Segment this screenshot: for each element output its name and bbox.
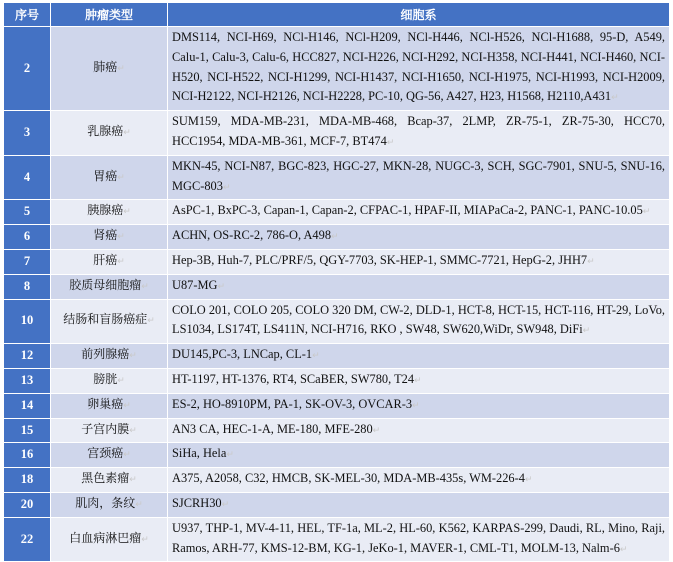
tumor-type-text: 胶质母细胞瘤 xyxy=(69,277,142,292)
tumor-type-text: 结肠和盲肠癌症 xyxy=(63,312,148,327)
table-row xyxy=(4,517,670,562)
tumor-type-cell xyxy=(51,155,168,200)
row-index: 10 xyxy=(4,299,51,344)
paragraph-return-mark: ↵ xyxy=(117,232,125,243)
tumor-type-text: 子宫内膜 xyxy=(81,421,130,436)
paragraph-return-mark: ↵ xyxy=(117,172,125,183)
row-index: 12 xyxy=(4,344,51,369)
paragraph-return-mark: ↵ xyxy=(611,93,619,104)
paragraph-return-mark: ↵ xyxy=(372,425,381,436)
tumor-type-cell xyxy=(51,368,168,393)
tumor-type-text: 卵巢癌 xyxy=(87,396,124,411)
cell-lines-text: U937, THP-1, MV-4-11, HEL, TF-1a, ML-2, HL-60, K562, KARPAS-299, Daudi, RL, Mino, Raji, Ramos, ARH-77, KMS-12-BM, KG-1, JeKo-1, MAVER-1, CML-T1, MOLM-13, Nalm-6 xyxy=(172,520,665,555)
paragraph-return-mark: ↵ xyxy=(117,375,125,386)
tumor-type-cell xyxy=(51,299,168,344)
cell-lines-text: DU145,PC-3, LNCap, CL-1 xyxy=(172,347,313,362)
tumor-type-text: 胰腺癌 xyxy=(87,203,124,218)
paragraph-return-mark: ↵ xyxy=(221,499,230,510)
paragraph-return-mark: ↵ xyxy=(123,207,131,218)
cell-lines-text: HT-1197, HT-1376, RT4, SCaBER, SW780, T24 xyxy=(172,371,415,386)
tumor-type-text: 肌肉，条纹 xyxy=(75,495,136,510)
cell-lines-text: AsPC-1, BxPC-3, Capan-1, Capan-2, CFPAC-1, HPAF-II, MIAPaCa-2, PANC-1, PANC-10.05 xyxy=(172,203,643,218)
tumor-type-text: 胃癌 xyxy=(93,168,118,183)
cell-line-table-container xyxy=(3,2,669,562)
cell-lines-cell xyxy=(168,27,670,111)
cell-lines-text: U87-MG xyxy=(172,277,218,292)
tumor-type-cell xyxy=(51,393,168,418)
table-row xyxy=(4,27,670,111)
row-index: 6 xyxy=(4,225,51,250)
paragraph-return-mark: ↵ xyxy=(386,137,395,148)
paragraph-return-mark: ↵ xyxy=(619,544,628,555)
paragraph-return-mark: ↵ xyxy=(217,281,225,292)
table-row xyxy=(4,368,670,393)
table-row xyxy=(4,249,670,274)
table-row xyxy=(4,492,670,517)
tumor-type-cell xyxy=(51,344,168,369)
tumor-type-cell xyxy=(51,274,168,299)
paragraph-return-mark: ↵ xyxy=(123,128,131,139)
cell-lines-text: ACHN, OS-RC-2, 786-O, A498 xyxy=(172,228,332,243)
header-cell-lines: 细胞系 xyxy=(168,3,670,27)
cell-lines-cell xyxy=(168,225,670,250)
row-index: 3 xyxy=(4,111,51,156)
paragraph-return-mark: ↵ xyxy=(135,499,143,510)
tumor-type-text: 宫颈癌 xyxy=(87,446,124,461)
row-index: 4 xyxy=(4,155,51,200)
row-index: 20 xyxy=(4,492,51,517)
cell-lines-cell xyxy=(168,274,670,299)
paragraph-return-mark: ↵ xyxy=(129,475,137,486)
table-row xyxy=(4,468,670,493)
paragraph-return-mark: ↵ xyxy=(141,534,149,545)
table-row xyxy=(4,443,670,468)
tumor-type-text: 肺癌 xyxy=(93,59,118,74)
table-row xyxy=(4,418,670,443)
table-row xyxy=(4,299,670,344)
row-index: 15 xyxy=(4,418,51,443)
paragraph-return-mark: ↵ xyxy=(123,400,131,411)
table-row xyxy=(4,344,670,369)
paragraph-return-mark: ↵ xyxy=(226,450,234,461)
tumor-type-text: 白血病淋巴瘤 xyxy=(69,530,142,545)
cell-lines-cell xyxy=(168,517,670,562)
cell-lines-cell xyxy=(168,492,670,517)
table-row xyxy=(4,111,670,156)
row-index: 7 xyxy=(4,249,51,274)
paragraph-return-mark: ↵ xyxy=(117,256,125,267)
cell-lines-text: COLO 201, COLO 205, COLO 320 DM, CW-2, DLD-1, HCT-8, HCT-15, HCT-116, HT-29, LoVo, LS1034, LS174T, LS411N, NCI-H716, RKO , SW48, SW620,WiDr, SW948, DiFi xyxy=(172,302,665,337)
cell-lines-cell xyxy=(168,468,670,493)
row-index: 8 xyxy=(4,274,51,299)
cell-lines-cell xyxy=(168,344,670,369)
paragraph-return-mark: ↵ xyxy=(331,232,339,243)
row-index: 22 xyxy=(4,517,51,562)
paragraph-return-mark: ↵ xyxy=(123,450,131,461)
paragraph-return-mark: ↵ xyxy=(147,316,155,327)
row-index: 5 xyxy=(4,200,51,225)
paragraph-return-mark: ↵ xyxy=(582,326,591,337)
row-index: 2 xyxy=(4,27,51,111)
tumor-type-cell xyxy=(51,468,168,493)
table-body xyxy=(4,27,670,562)
cell-lines-cell xyxy=(168,155,670,200)
paragraph-return-mark: ↵ xyxy=(129,351,137,362)
cell-lines-cell xyxy=(168,111,670,156)
tumor-type-text: 乳腺癌 xyxy=(87,124,124,139)
paragraph-return-mark: ↵ xyxy=(587,256,595,267)
row-index: 18 xyxy=(4,468,51,493)
tumor-type-cell xyxy=(51,517,168,562)
paragraph-return-mark: ↵ xyxy=(642,207,651,218)
cell-lines-cell xyxy=(168,368,670,393)
table-row xyxy=(4,393,670,418)
header-index: 序号 xyxy=(4,3,51,27)
cell-line-table xyxy=(3,2,670,562)
paragraph-return-mark: ↵ xyxy=(222,182,231,193)
table-header-row xyxy=(4,3,670,27)
tumor-type-text: 前列腺癌 xyxy=(81,347,130,362)
paragraph-return-mark: ↵ xyxy=(117,63,125,74)
tumor-type-cell xyxy=(51,418,168,443)
cell-lines-cell xyxy=(168,200,670,225)
cell-lines-cell xyxy=(168,418,670,443)
tumor-type-text: 膀胱 xyxy=(93,371,118,386)
paragraph-return-mark: ↵ xyxy=(312,351,320,362)
header-tumor-type: 肿瘤类型 xyxy=(51,3,168,27)
cell-lines-cell xyxy=(168,249,670,274)
cell-lines-text: DMS114, NCI-H69, NCl-H146, NCl-H209, NCl-H446, NCl-H526, NCl-H1688, 95-D, A549, Calu-1, Calu-3, Calu-6, HCC827, NCI-H226, NCI-H292, NCI-H358, NCI-H441, NCI-H460, NCI-H520, NCI-H522, NCI-H1299, NCI-H1437, NCI-H1650, NCI-H1975, NCI-H1993, NCI-H2009, NCI-H2122, NCI-H2126, NCI-H2228, PC-10, QG-56, A427, H23, H1568, H2110,A431 xyxy=(172,30,665,104)
row-index: 14 xyxy=(4,393,51,418)
tumor-type-cell xyxy=(51,443,168,468)
tumor-type-cell xyxy=(51,492,168,517)
cell-lines-text: Hep-3B, Huh-7, PLC/PRF/5, QGY-7703, SK-HEP-1, SMMC-7721, HepG-2, JHH7 xyxy=(172,252,588,267)
tumor-type-cell xyxy=(51,27,168,111)
cell-lines-cell xyxy=(168,393,670,418)
cell-lines-cell xyxy=(168,299,670,344)
tumor-type-cell xyxy=(51,225,168,250)
tumor-type-text: 黑色素瘤 xyxy=(81,471,130,486)
cell-lines-text: SUM159, MDA-MB-231, MDA-MB-468, Bcap-37, 2LMP, ZR-75-1, ZR-75-30, HCC70, HCC1954, MDA-MB-361, MCF-7, BT474 xyxy=(172,114,665,148)
tumor-type-text: 肝癌 xyxy=(93,252,118,267)
cell-lines-text: ES-2, HO-8910PM, PA-1, SK-OV-3, OVCAR-3 xyxy=(172,396,413,411)
table-row xyxy=(4,200,670,225)
table-row xyxy=(4,155,670,200)
cell-lines-text: AN3 CA, HEC-1-A, ME-180, MFE-280 xyxy=(172,421,373,436)
tumor-type-text: 肾癌 xyxy=(93,228,118,243)
paragraph-return-mark: ↵ xyxy=(414,375,422,386)
cell-lines-cell xyxy=(168,443,670,468)
paragraph-return-mark: ↵ xyxy=(141,281,149,292)
cell-lines-text: SJCRH30 xyxy=(172,495,222,510)
cell-lines-text: A375, A2058, C32, HMCB, SK-MEL-30, MDA-MB-435s, WM-226-4 xyxy=(172,471,525,486)
cell-lines-text: SiHa, Hela xyxy=(172,446,227,461)
table-row xyxy=(4,274,670,299)
tumor-type-cell xyxy=(51,111,168,156)
tumor-type-cell xyxy=(51,200,168,225)
tumor-type-cell xyxy=(51,249,168,274)
row-index: 16 xyxy=(4,443,51,468)
paragraph-return-mark: ↵ xyxy=(129,425,137,436)
table-row xyxy=(4,225,670,250)
paragraph-return-mark: ↵ xyxy=(524,475,533,486)
cell-lines-text: MKN-45, NCI-N87, BGC-823, HGC-27, MKN-28, NUGC-3, SCH, SGC-7901, SNU-5, SNU-16, MGC-803 xyxy=(172,158,665,193)
row-index: 13 xyxy=(4,368,51,393)
paragraph-return-mark: ↵ xyxy=(412,400,420,411)
